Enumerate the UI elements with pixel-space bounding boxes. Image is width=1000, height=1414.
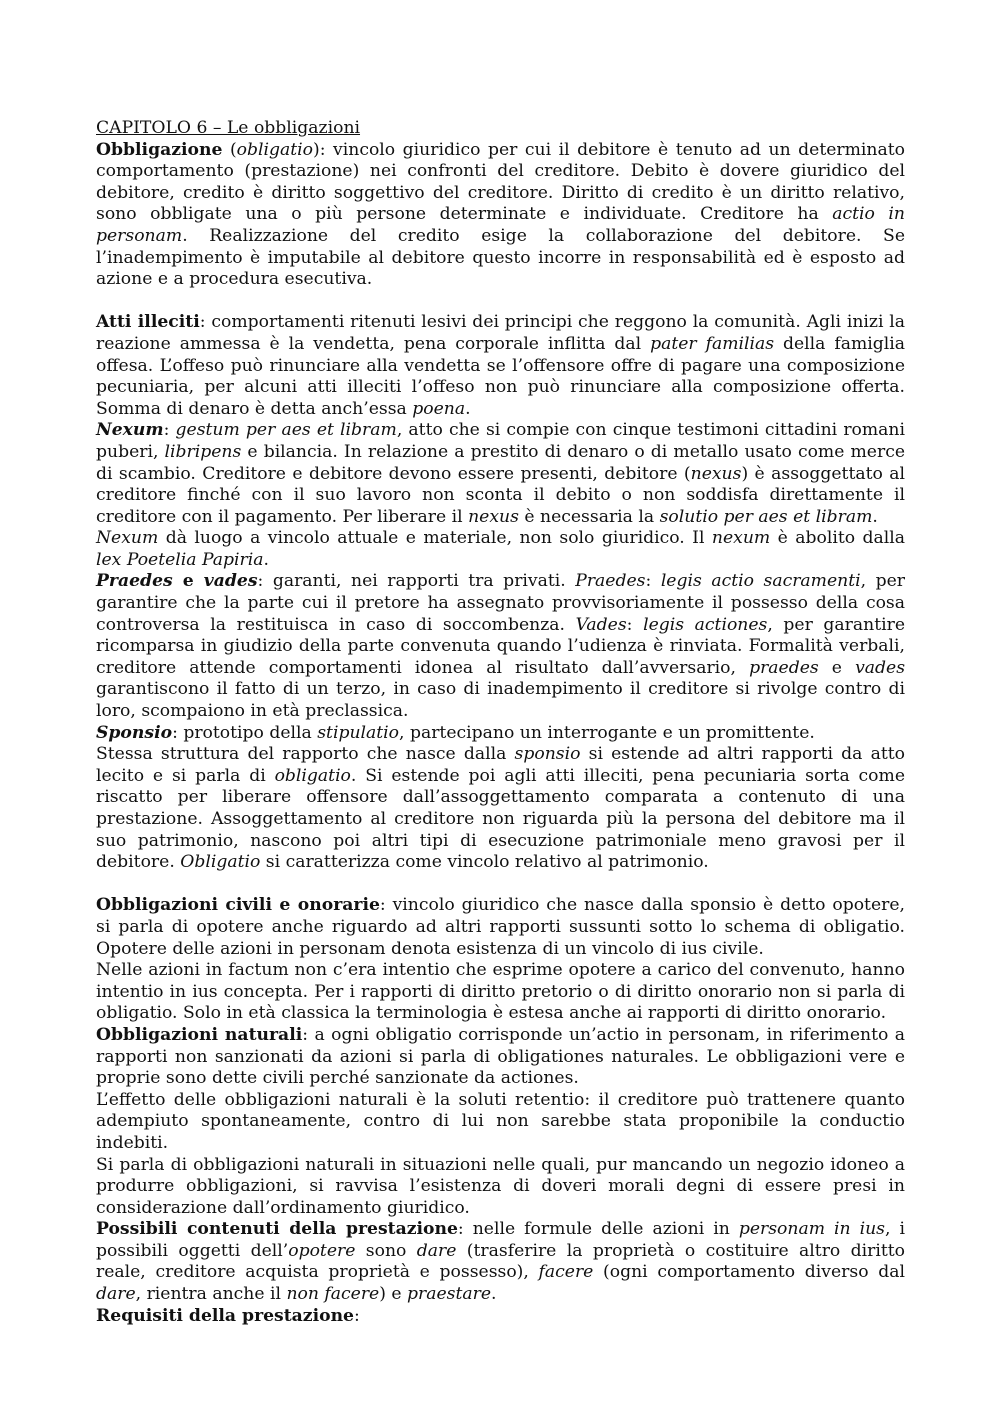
italic-term: libripens xyxy=(164,441,242,462)
text-run: : xyxy=(163,420,176,441)
paragraph xyxy=(96,723,905,745)
bold-term: Atti illeciti xyxy=(96,312,200,333)
text-run: : xyxy=(645,571,661,592)
text-run: . Realizzazione del credito esige la collaborazione del debitore. Se l’inadempimento è imputabile al debitore questo incorre in responsabilità ed è esposto ad azione e a procedura esecutiva. xyxy=(96,225,905,290)
paragraph xyxy=(96,895,905,960)
text-run: , per garantire ricomparsa in giudizio della parte convenuta quando l’udienza è rinviata. Formalità verbali, creditore attende comportamenti idonea al risultato dall’avversario, xyxy=(96,614,905,678)
italic-term: sponsio xyxy=(514,744,581,765)
italic-term: vades xyxy=(855,657,906,678)
text-run: Nelle azioni in factum non c’era intentio che esprime opotere a carico del convenuto, hanno intentio in ius concepta. Per i rapporti di diritto pretorio o di diritto onorario non si parla di obligatio. Solo in età classica la terminologia è estesa anche ai rapporti di diritto onorario. xyxy=(96,960,905,1024)
text-run: è necessaria la xyxy=(518,506,660,527)
text-run: si estende ad altri rapporti da atto lecito e si parla di xyxy=(96,744,905,786)
bold-term: Requisiti della prestazione xyxy=(96,1305,354,1326)
text-run: si caratterizza come vincolo relativo al patrimonio. xyxy=(260,852,709,873)
text-run: dà luogo a vincolo attuale e materiale, non solo giuridico. Il xyxy=(158,528,712,549)
text-run: Si parla di obbligazioni naturali in situazioni nelle quali, pur mancando un negozio idoneo a produrre obbligazioni, si ravvisa l’esistenza di doveri morali degni di essere presi in considerazione dall’ordinamento giuridico. xyxy=(96,1154,905,1218)
paragraph xyxy=(96,1025,905,1090)
text-run: , rientra anche il xyxy=(135,1284,287,1305)
paragraph xyxy=(96,528,905,571)
italic-term: facere xyxy=(538,1262,594,1283)
paragraph xyxy=(96,312,905,420)
paragraph xyxy=(96,744,905,874)
paragraph xyxy=(96,571,905,722)
bold-term: Obbligazioni civili e onorarie xyxy=(96,895,380,916)
paragraph xyxy=(96,1219,905,1305)
text-run: : xyxy=(354,1305,360,1326)
italic-term: nexus xyxy=(690,463,742,484)
text-run: , per garantire che la parte cui il pretore ha assegnato provvisoriamente il possesso della cosa controversa la restituisca in caso di soccombenza. xyxy=(96,571,906,635)
italic-term: legis actiones xyxy=(643,614,768,635)
text-run: ): vincolo giuridico per cui il debitore è tenuto ad un determinato comportamento (prestazione) nei confronti del creditore. Debito è dovere giuridico del debitore, credito è diritto soggettivo del creditore. Diritto di credito è un diritto relativo, sono obbligate una o più persone determinate e individuate. Creditore ha xyxy=(96,139,906,225)
document-body xyxy=(96,140,905,1328)
text-run: della famiglia offesa. L’offeso può rinunciare alla vendetta se l’offensore offre di pagare una composizione pecuniaria, per alcuni atti illeciti l’offeso non può rinunciare alla composizione offerta. Somma di denaro è detta anch’essa xyxy=(96,333,905,419)
paragraph-spacer xyxy=(96,291,905,313)
text-run: garantiscono il fatto di un terzo, in caso di inadempimento il creditore si rivolge contro di loro, scompaiono in età preclassica. xyxy=(96,679,905,722)
text-run: . xyxy=(263,549,269,570)
italic-term: dare xyxy=(416,1240,457,1261)
bold-term: Obbligazioni naturali xyxy=(96,1024,303,1045)
text-run: : a ogni obligatio corrisponde un’actio in personam, in riferimento a rapporti non sanzionati da azioni si parla di obligationes naturales. Le obbligazioni vere e proprie sono dette civili perché sanzionate da actiones. xyxy=(96,1024,905,1089)
italic-term: praedes xyxy=(749,657,819,678)
text-run: : prototipo della xyxy=(172,722,318,743)
italic-term: lex Poetelia Papiria xyxy=(96,549,264,570)
italic-term: nexus xyxy=(468,506,519,527)
italic-term: obligatio xyxy=(274,765,351,786)
italic-term: obligatio xyxy=(236,139,314,160)
text-run: Stessa struttura del rapporto che nasce dalla xyxy=(96,744,515,765)
text-run: (trasferire la proprietà o costituire altro diritto reale, creditore acquista proprietà e possesso), xyxy=(96,1240,906,1283)
italic-term: nexum xyxy=(711,528,771,549)
text-run: (ogni comportamento diverso dal xyxy=(593,1262,905,1283)
text-run: sono xyxy=(355,1240,417,1261)
text-run: : comportamenti ritenuti lesivi dei principi che reggono la comunità. Agli inizi la reazione ammessa è la vendetta, pena corporale inflitta dal xyxy=(96,312,906,354)
paragraph-spacer xyxy=(96,874,905,896)
paragraph xyxy=(96,420,905,528)
italic-term: dare xyxy=(96,1284,136,1305)
text-run: è abolito dalla xyxy=(770,528,905,549)
bold-term: Possibili contenuti della prestazione xyxy=(96,1219,458,1240)
bold-term: Obbligazione xyxy=(96,139,223,160)
bold-italic-term: vades xyxy=(203,571,258,592)
italic-term: Vades xyxy=(575,614,627,635)
text-run: : nelle formule delle azioni in xyxy=(457,1219,739,1240)
paragraph xyxy=(96,1155,905,1220)
italic-term: actio in personam xyxy=(96,204,905,246)
paragraph xyxy=(96,960,905,1025)
text-run: e xyxy=(818,657,856,678)
bold-italic-term: Sponsio xyxy=(96,722,173,743)
italic-term: gestum per aes et libram xyxy=(175,420,397,441)
paragraph xyxy=(96,140,905,291)
chapter-title: CAPITOLO 6 – Le obbligazioni xyxy=(96,118,361,138)
text-run: : vincolo giuridico che nasce dalla sponsio è detto opotere, si parla di opotere anche riguardo ad altri rapporti sussunti sotto lo schema di obligatio. Opotere delle azioni in personam denota esistenza di un vincolo di ius civile. xyxy=(96,895,905,959)
italic-term: legis actio sacramenti xyxy=(660,571,861,592)
text-run: . Si estende poi agli atti illeciti, pena pecuniaria sorta come riscatto per liberare offensore dall’assoggettamento comparata a contenuto di una prestazione. Assoggettamento al creditore non riguarda più la persona del debitore ma il suo patrimonio, nascono poi altri tipi di esecuzione patrimoniale meno gravosi per il debitore. xyxy=(96,765,905,873)
italic-term: non facere xyxy=(286,1284,380,1305)
italic-term: Praedes xyxy=(575,571,646,592)
paragraph xyxy=(96,1306,905,1328)
italic-term: stipulatio xyxy=(317,722,400,743)
bold-term: e xyxy=(172,571,204,592)
italic-term: personam in ius xyxy=(738,1219,885,1240)
italic-term: Nexum xyxy=(96,528,159,549)
bold-italic-term: Praedes xyxy=(96,571,173,592)
italic-term: solutio per aes et libram xyxy=(659,506,873,527)
text-run: , i possibili oggetti dell’ xyxy=(96,1219,905,1261)
text-run: : garanti, nei rapporti tra privati. xyxy=(257,571,576,592)
text-run: ) e xyxy=(379,1284,408,1305)
italic-term: opotere xyxy=(288,1240,356,1261)
text-run: . xyxy=(872,506,878,527)
italic-term: Obligatio xyxy=(180,852,261,873)
bold-italic-term: Nexum xyxy=(96,420,164,441)
text-run: ( xyxy=(222,139,237,160)
italic-term: pater familias xyxy=(650,333,775,354)
italic-term: praestare xyxy=(407,1284,492,1305)
text-run: e bilancia. In relazione a prestito di denaro o di metallo usato come merce di scambio. Creditore e debitore devono essere presenti, debitore ( xyxy=(96,441,905,484)
text-run: , atto che si compie con cinque testimoni cittadini romani puberi, xyxy=(96,420,905,462)
text-run: . xyxy=(491,1284,497,1305)
text-run: : xyxy=(626,614,644,635)
text-run: L’effetto delle obbligazioni naturali è la soluti retentio: il creditore può trattenere quanto adempiuto spontaneamente, contro di lui non sarebbe stata proponibile la conductio indebiti. xyxy=(96,1089,905,1153)
text-run: , partecipano un interrogante e un promittente. xyxy=(399,722,815,743)
document-page xyxy=(96,118,905,1327)
text-run: . xyxy=(465,398,471,419)
text-run: ) è assoggettato al creditore finché con il suo lavoro non sconta il debito o non soddisfa direttamente il creditore con il pagamento. Per liberare il xyxy=(96,463,905,527)
italic-term: poena xyxy=(412,398,466,419)
paragraph xyxy=(96,1090,905,1155)
